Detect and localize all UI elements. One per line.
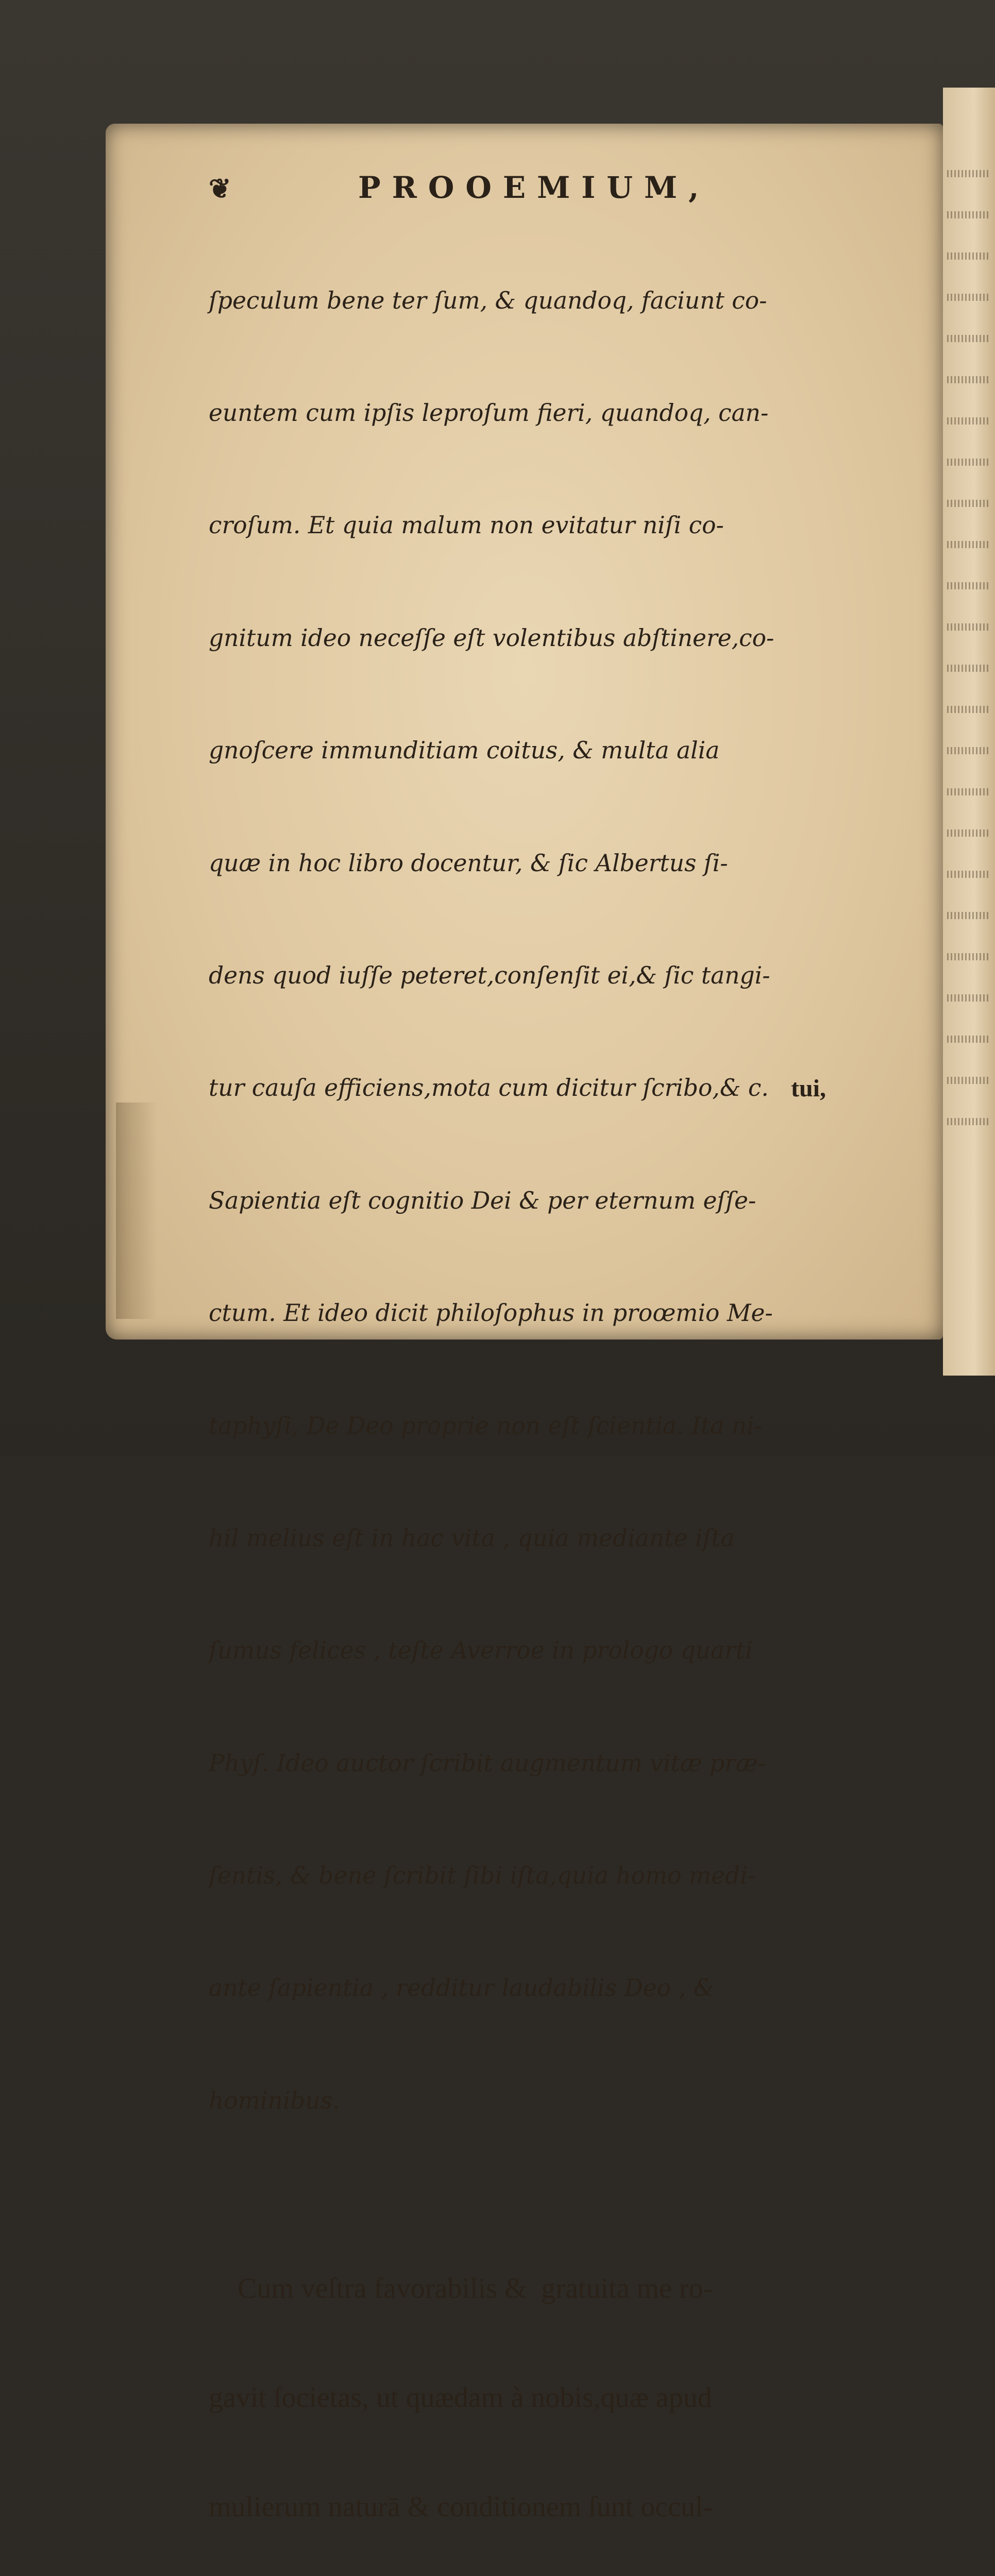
text-line: euntem cum ipſis leproſum fieri, quandoq, can-: [209, 399, 769, 427]
text-line: mulierum naturā & conditionem ſunt occul-: [209, 2490, 713, 2523]
text-line: dens quod iuſſe peteret,conſenſit ei,& ſic tangi-: [209, 961, 770, 989]
text-line: Phyſ. Ideo auctor ſcribit augmentum vitæ præ-: [209, 1749, 766, 1777]
text-line: tur cauſa efficiens,mota cum dicitur ſcribo,& c.: [209, 1074, 769, 1102]
text-line: ſpeculum bene ter ſum, & quandoq, faciunt co-: [209, 286, 767, 314]
text-line: ſumus felices , teſte Averroe in prologo quarti: [209, 1637, 753, 1665]
running-header: [209, 170, 899, 207]
text-line: gnoſcere immunditiam coitus, & multa alia: [209, 737, 720, 765]
page-stain: [116, 1103, 157, 1319]
text-line: ſentis, & bene ſcribit ſibi iſta,quia homo medi-: [209, 1862, 756, 1890]
text-line: Cum veſtra favorabilis & gratuita me ro-: [209, 2273, 713, 2305]
ornament-icon: ❦: [209, 173, 231, 205]
header-title: PROOEMIUM,: [358, 170, 711, 205]
commentary-paragraph: [209, 207, 899, 2195]
facing-page-edge: [943, 88, 995, 1376]
text-line: quæ in hoc libro docentur, & ſic Albertus ſi-: [209, 849, 728, 877]
text-line: croſum. Et quia malum non evitatur niſi co-: [209, 512, 724, 539]
text-line: ctum. Et ideo dicit philoſophus in proœmio Me-: [209, 1299, 773, 1327]
text-line: hominibus.: [209, 2087, 340, 2114]
text-line: hil melius eſt in hac vita , quia mediante iſta: [209, 1524, 735, 1552]
text-line: gnitum ideo neceſſe eſt volentibus abſtinere,co-: [209, 624, 774, 652]
main-paragraph: [209, 2198, 899, 2576]
text-line: Sapientia eſt cognitio Dei & per eternum eſſe-: [209, 1187, 756, 1214]
catchword: tui,: [791, 1075, 827, 1102]
text-line: gavit ſocietas, ut quædam à nobis,quæ apud: [209, 2382, 712, 2414]
page-text: [209, 170, 899, 2576]
text-line: ante ſapientia , redditur laudabilis Deo , &: [209, 1974, 715, 2002]
text-line: taphyſi, De Deo proprie non eſt ſcientia. Ita ni-: [209, 1412, 763, 1439]
